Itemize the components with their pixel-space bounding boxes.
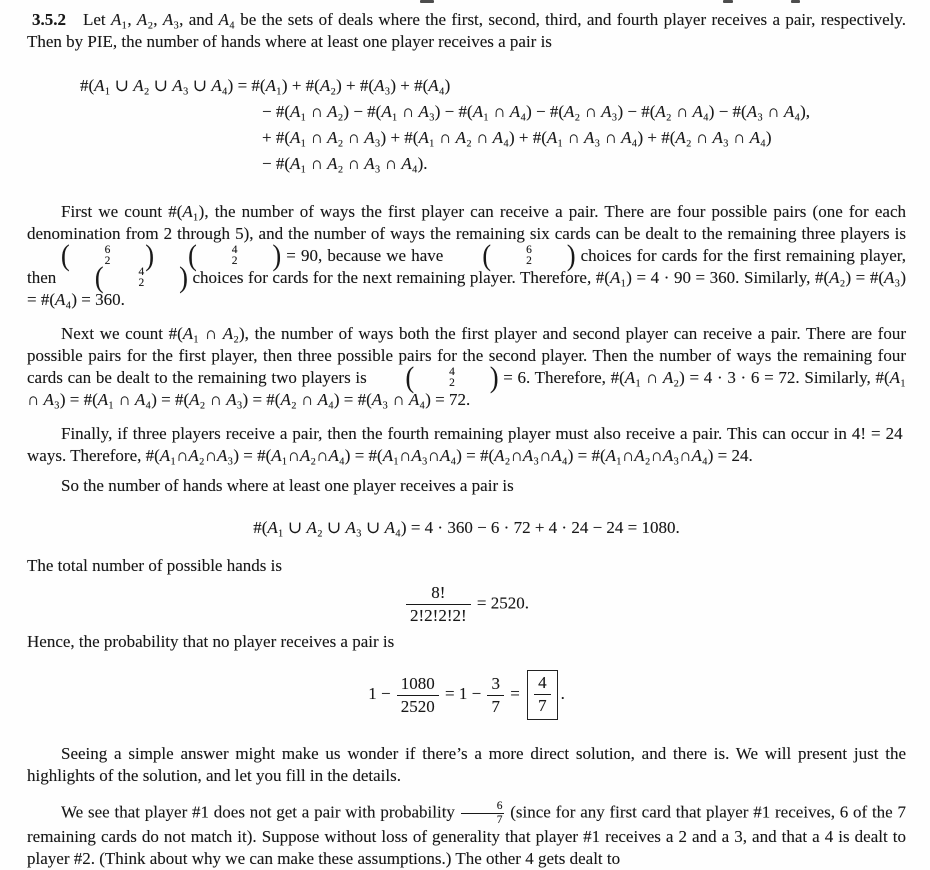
- total-hands-equation: $\frac{8!}{2!2!2!2!}$ = 2520.: [27, 583, 906, 626]
- boxed-answer: [527, 670, 558, 720]
- scan-artifact: [723, 0, 733, 3]
- problem-statement-paragraph: 3.5.2 Let A₁, A₂, A₃, and A₄ be the sets of deals where the first, second, third, and fourth player receives a pair, respectively. Then by PIE, the number of hands where at least one player receives a pair is: [27, 10, 906, 51]
- scan-artifact: [791, 0, 800, 3]
- total-hands-intro: The total number of possible hands is: [27, 556, 282, 575]
- equation-line-1: #(A₁ ∪ A₂ ∪ A₃ ∪ A₄) = #(A₁) + #(A₂) + #(A₃) + #(A₄): [80, 76, 451, 95]
- fraction: $\frac{3}{7}$: [487, 674, 504, 717]
- scan-artifact: [420, 0, 434, 3]
- binomial-coefficient: ( 6 2 ): [61, 239, 155, 272]
- count-pairwise-intersections-paragraph: Next we count #(A₁ ∩ A₂), the number of ways both the first player and second player can receive a pair. There are four possible pairs for the first player, then three possible pairs for the second player. Then the number of ways the remaining four cards can be dealt to the remaining two players is ( 4 2 ) = 6. Therefore, #(A₁ ∩ A₂) = 4 · 3 · 6 = 72. Similarly, #(A₁ ∩ A₃) = #(A₁ ∩ A₄) = #(A₂ ∩ A₃) = #(A₂ ∩ A₄) = #(A₃ ∩ A₄) = 72.: [27, 324, 906, 409]
- direct-solution-intro-paragraph: Seeing a simple answer might make us wonder if there’s a more direct solution, and there is. We will present just the highlights of the solution, and let you fill in the details.: [27, 744, 906, 785]
- union-count-intro: So the number of hands where at least one player receives a pair is: [61, 476, 514, 495]
- equation-line-3: + #(A₁ ∩ A₂ ∩ A₃) + #(A₁ ∩ A₂ ∩ A₄) + #(A₁ ∩ A₃ ∩ A₄) + #(A₂ ∩ A₃ ∩ A₄): [262, 128, 772, 147]
- pie-expansion-equation: [80, 73, 906, 177]
- final-probability-equation: 1 − $\frac{1080}{2520}$ = 1 − $\frac{3}{7}$ = $\frac{4}{7}$ .: [27, 670, 906, 720]
- binomial-coefficient: ( 6 2 ): [482, 239, 576, 272]
- binomial-coefficient: ( 4 2 ): [188, 239, 282, 272]
- probability-intro: Hence, the probability that no player receives a pair is: [27, 632, 395, 651]
- fraction: $\frac{4}{7}$: [534, 673, 551, 716]
- equation-line-2: − #(A₁ ∩ A₂) − #(A₁ ∩ A₃) − #(A₁ ∩ A₄) − #(A₂ ∩ A₃) − #(A₂ ∩ A₄) − #(A₃ ∩ A₄),: [262, 102, 811, 121]
- count-triple-intersections-paragraph: Finally, if three players receive a pair, then the fourth remaining player must also receive a pair. This can occur in 4! = 24 ways. Therefore, #(A₁∩A₂∩A₃) = #(A₁∩A₂∩A₄) = #(A₁∩A₃∩A₄) = #(A₂∩A₃∩A₄) = #(A₁∩A₂∩A₃∩A₄) = 24.: [27, 424, 906, 465]
- binomial-coefficient: ( 4 2 ): [405, 361, 499, 394]
- union-count-equation: #(A₁ ∪ A₂ ∪ A₃ ∪ A₄) = 4 · 360 − 6 · 72 + 4 · 24 − 24 = 1080.: [253, 518, 680, 537]
- fraction: $\frac{1080}{2520}$: [397, 674, 439, 717]
- inline-fraction: $\frac{6}{7}$: [461, 801, 505, 826]
- equation-line-4: − #(A₁ ∩ A₂ ∩ A₃ ∩ A₄).: [262, 154, 428, 173]
- direct-solution-details-paragraph: We see that player #1 does not get a pair with probability $\frac{6}{7}$ (since for any first card that player #1 receives, 6 of the 7 remaining cards do not match it). Suppose without loss of generality that player #1 receives a 2 and a 3, and that a 4 is dealt to player #2. (Think about why we can make these assumptions.) The other 4 gets dealt to: [27, 800, 906, 868]
- binomial-coefficient: ( 4 2 ): [94, 261, 188, 294]
- fraction: $\frac{8!}{2!2!2!2!}$: [406, 583, 471, 626]
- count-single-sets-paragraph: First we count #(A₁), the number of ways the first player can receive a pair. There are four possible pairs (one for each denomination from 2 through 5), and the number of ways the remaining six cards can be dealt to the remaining three players is ( 6 2 ) ( 4 2 ) = 90, because we have ( 6 2 ) choices for cards for the first remaining player, then ( 4 2 ) choices for cards for the next remaining player. Therefore, #(A₁) = 4 · 90 = 360. Similarly, #(A₂) = #(A₃) = #(A₄) = 360.: [27, 202, 906, 309]
